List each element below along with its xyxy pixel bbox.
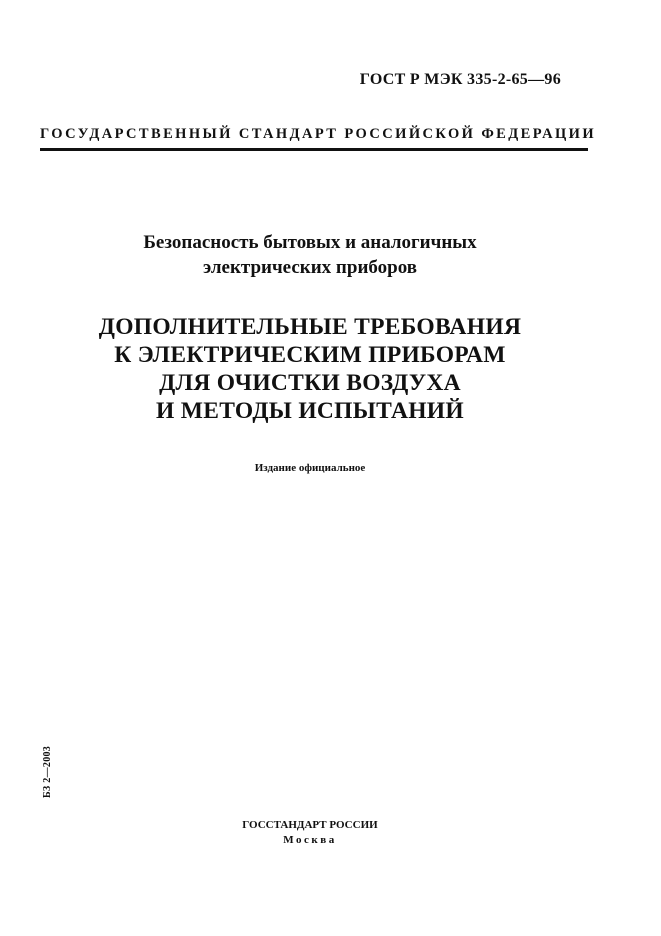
subject-line-1: Безопасность бытовых и аналогичных <box>143 232 477 253</box>
title-line-4: И МЕТОДЫ ИСПЫТАНИЙ <box>156 398 464 424</box>
document-title <box>40 313 580 425</box>
document-number: ГОСТ Р МЭК 335-2-65—96 <box>359 71 561 88</box>
standard-header: ГОСУДАРСТВЕННЫЙ СТАНДАРТ РОССИЙСКОЙ ФЕДЕРАЦИИ <box>40 126 597 142</box>
title-line-2: К ЭЛЕКТРИЧЕСКИМ ПРИБОРАМ <box>114 342 506 368</box>
title-line-3: ДЛЯ ОЧИСТКИ ВОЗДУХА <box>159 370 461 396</box>
edition-note: Издание официальное <box>254 462 366 474</box>
header-rule <box>40 148 588 151</box>
document-subject <box>60 230 560 280</box>
side-code: БЗ 2—2003 <box>42 745 53 798</box>
publisher-block <box>160 818 460 848</box>
subject-line-2: электрических приборов <box>202 257 417 278</box>
publisher-name: ГОССТАНДАРТ РОССИИ <box>242 819 378 831</box>
title-line-1: ДОПОЛНИТЕЛЬНЫЕ ТРЕБОВАНИЯ <box>98 314 522 340</box>
publisher-city: Москва <box>283 834 337 846</box>
